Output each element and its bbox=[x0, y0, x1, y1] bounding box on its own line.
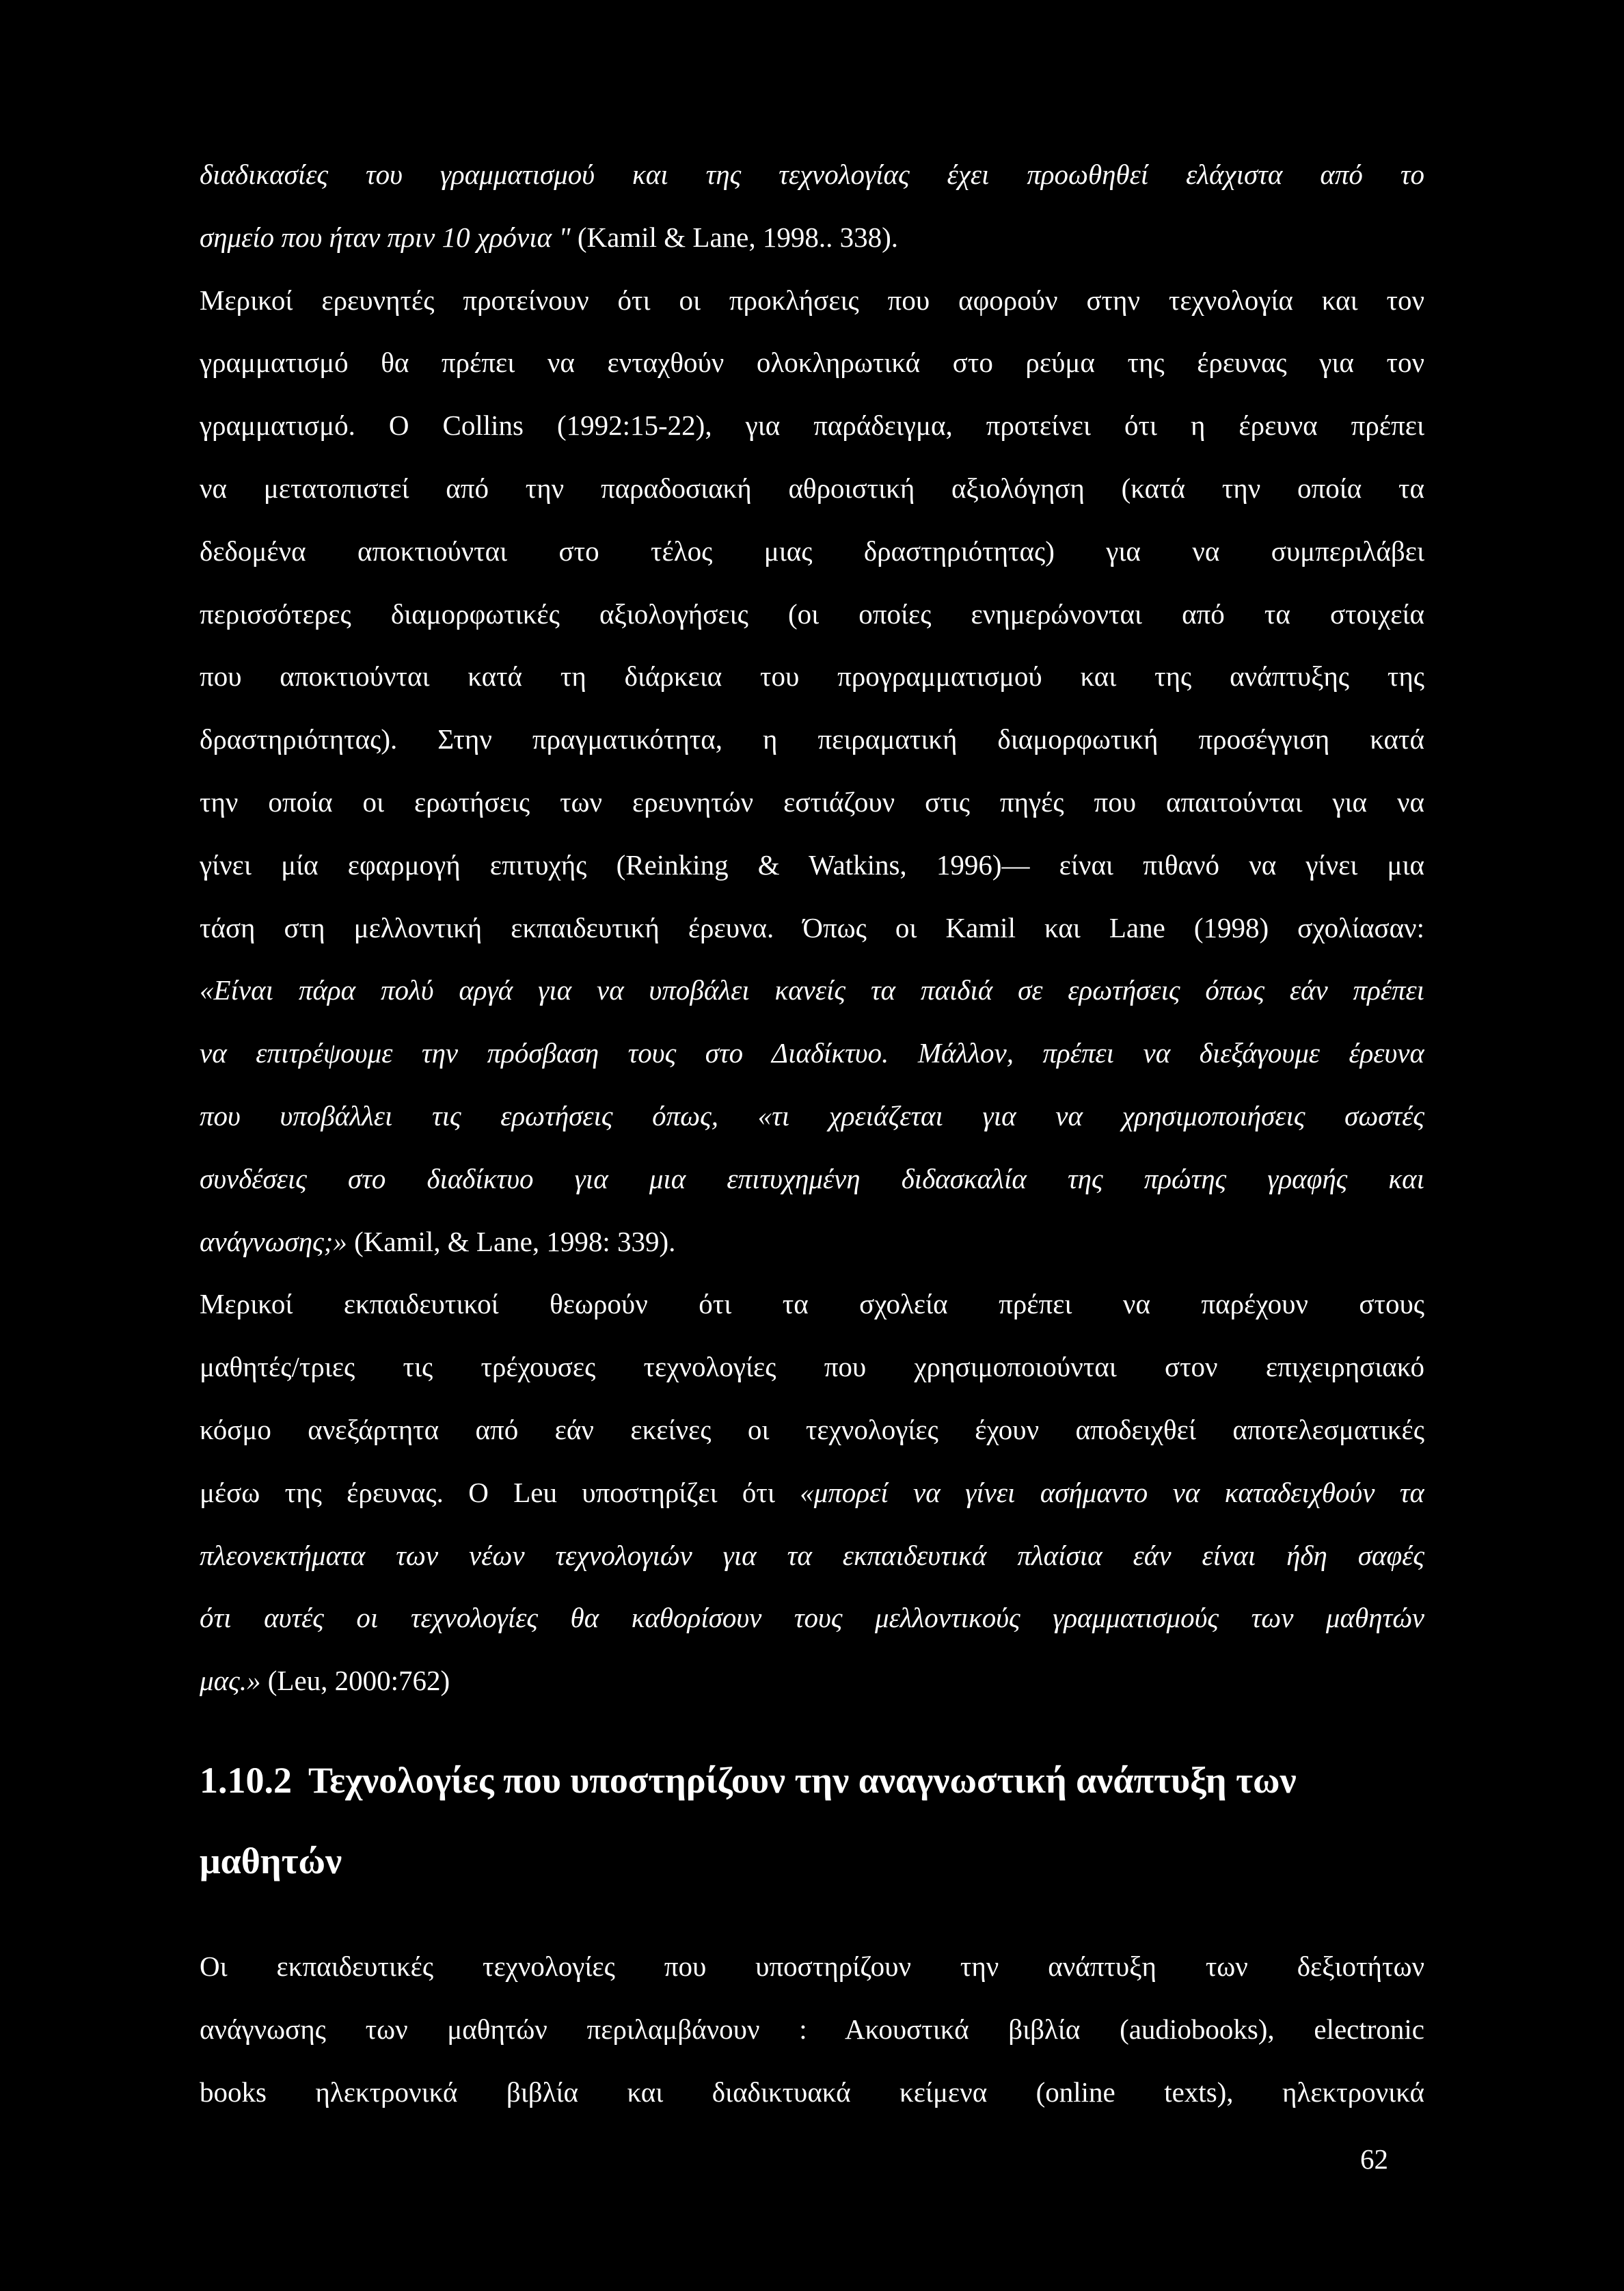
text-line: να επιτρέψουμε την πρόσβαση τους στο Διαδίκτυο. Μάλλον, πρέπει να διεξάγουμε έρευνα bbox=[200, 1037, 1424, 1069]
text-line: διαδικασίες του γραμματισμού και της τεχνολογίας έχει προωθηθεί ελάχιστα από το bbox=[200, 159, 1424, 190]
text-line: την οποία οι ερωτήσεις των ερευνητών εστιάζουν στις πηγές που απαιτούνται για να bbox=[200, 786, 1424, 818]
text-line bbox=[200, 1650, 1424, 1713]
text-line: δραστηριότητας). Στην πραγματικότητα, η πειραματική διαμορφωτική προσέγγιση κατά bbox=[200, 723, 1424, 755]
text-line: τάση στη μελλοντική εκπαιδευτική έρευνα. Όπως οι Kamil και Lane (1998) σχολίασαν: bbox=[200, 911, 1424, 943]
text-line: συνδέσεις στο διαδίκτυο για μια επιτυχημένη διδασκαλία της πρώτης γραφής και bbox=[200, 1162, 1424, 1194]
text-line: «Είναι πάρα πολύ αργά για να υποβάλει κανείς τα παιδιά σε ερωτήσεις όπως εάν πρέπει bbox=[200, 974, 1424, 1006]
text-line: γραμματισμό. Ο Collins (1992:15-22), για παράδειγμα, προτείνει ότι η έρευνα πρέπει bbox=[200, 410, 1424, 442]
text-line: Μερικοί εκπαιδευτικοί θεωρούν ότι τα σχολεία πρέπει να παρέχουν στους bbox=[200, 1288, 1424, 1320]
document-page bbox=[200, 144, 1424, 2123]
text-line: που υποβάλλει τις ερωτήσεις όπως, «τι χρειάζεται για να χρησιμοποιήσεις σωστές bbox=[200, 1099, 1424, 1131]
citation: (Leu, 2000:762) bbox=[260, 1665, 450, 1697]
section-spacer bbox=[200, 1901, 1424, 1935]
text-line: να μετατοπιστεί από την παραδοσιακή αθροιστική αξιολόγηση (κατά την οποία τα bbox=[200, 472, 1424, 504]
text-line bbox=[200, 1211, 1424, 1274]
text-line: γίνει μία εφαρμογή επιτυχής (Reinking & Watkins, 1996)— είναι πιθανό να γίνει μια bbox=[200, 848, 1424, 881]
citation: (Kamil, & Lane, 1998: 339). bbox=[347, 1225, 676, 1257]
section-number: 1.10.2 bbox=[200, 1759, 292, 1801]
text-line: πλεονεκτήματα των νέων τεχνολογιών για τα εκπαιδευτικά πλαίσια εάν είναι ήδη σαφές bbox=[200, 1539, 1424, 1571]
text-line: ανάγνωσης των μαθητών περιλαμβάνουν : Ακουστικά βιβλία (audiobooks), electronic bbox=[200, 2013, 1424, 2045]
quote-fragment: σημείο που ήταν πριν 10 χρόνια " bbox=[200, 221, 571, 253]
quote-fragment: «μπορεί να γίνει ασήμαντο να καταδειχθούν τα bbox=[800, 1476, 1424, 1508]
text-line bbox=[200, 1462, 1424, 1525]
page-number: 62 bbox=[1360, 2143, 1388, 2175]
text-line: books ηλεκτρονικά βιβλία και διαδικτυακά κείμενα (online texts), ηλεκτρονικά bbox=[200, 2076, 1424, 2108]
section-heading bbox=[200, 1740, 1424, 1821]
quote-fragment: ανάγνωσης;» bbox=[200, 1225, 347, 1257]
text-line: κόσμο ανεξάρτητα από εάν εκείνες οι τεχνολογίες έχουν αποδειχθεί αποτελεσματικές bbox=[200, 1413, 1424, 1445]
text-line: που αποκτιούνται κατά τη διάρκεια του προγραμματισμού και της ανάπτυξης της bbox=[200, 660, 1424, 693]
section-heading-continued: μαθητών bbox=[200, 1840, 342, 1881]
text-line: δεδομένα αποκτιούνται στο τέλος μιας δραστηριότητας) για να συμπεριλάβει bbox=[200, 535, 1424, 567]
text-line bbox=[200, 206, 1424, 269]
text-line: μαθητές/τριες τις τρέχουσες τεχνολογίες που χρησιμοποιούνται στον επιχειρησιακό bbox=[200, 1351, 1424, 1383]
text-line: Μερικοί ερευνητές προτείνουν ότι οι προκλήσεις που αφορούν στην τεχνολογία και τον bbox=[200, 284, 1424, 316]
text-line: ότι αυτές οι τεχνολογίες θα καθορίσουν τους μελλοντικούς γραμματισμούς των μαθητών bbox=[200, 1602, 1424, 1634]
quote-fragment: μας.» bbox=[200, 1665, 261, 1697]
citation: (Kamil & Lane, 1998.. 338). bbox=[570, 221, 899, 253]
text-line: Οι εκπαιδευτικές τεχνολογίες που υποστηρίζουν την ανάπτυξη των δεξιοτήτων bbox=[200, 1950, 1424, 1982]
section-title: Τεχνολογίες που υποστηρίζουν την αναγνωστική ανάπτυξη των bbox=[308, 1759, 1297, 1801]
text-line: γραμματισμό θα πρέπει να ενταχθούν ολοκληρωτικά στο ρεύμα της έρευνας για τον bbox=[200, 347, 1424, 379]
section-spacer bbox=[200, 1713, 1424, 1740]
text-fragment: μέσω της έρευνας. Ο Leu υποστηρίζει ότι bbox=[200, 1476, 800, 1508]
text-line: περισσότερες διαμορφωτικές αξιολογήσεις (οι οποίες ενημερώνονται από τα στοιχεία bbox=[200, 598, 1424, 630]
